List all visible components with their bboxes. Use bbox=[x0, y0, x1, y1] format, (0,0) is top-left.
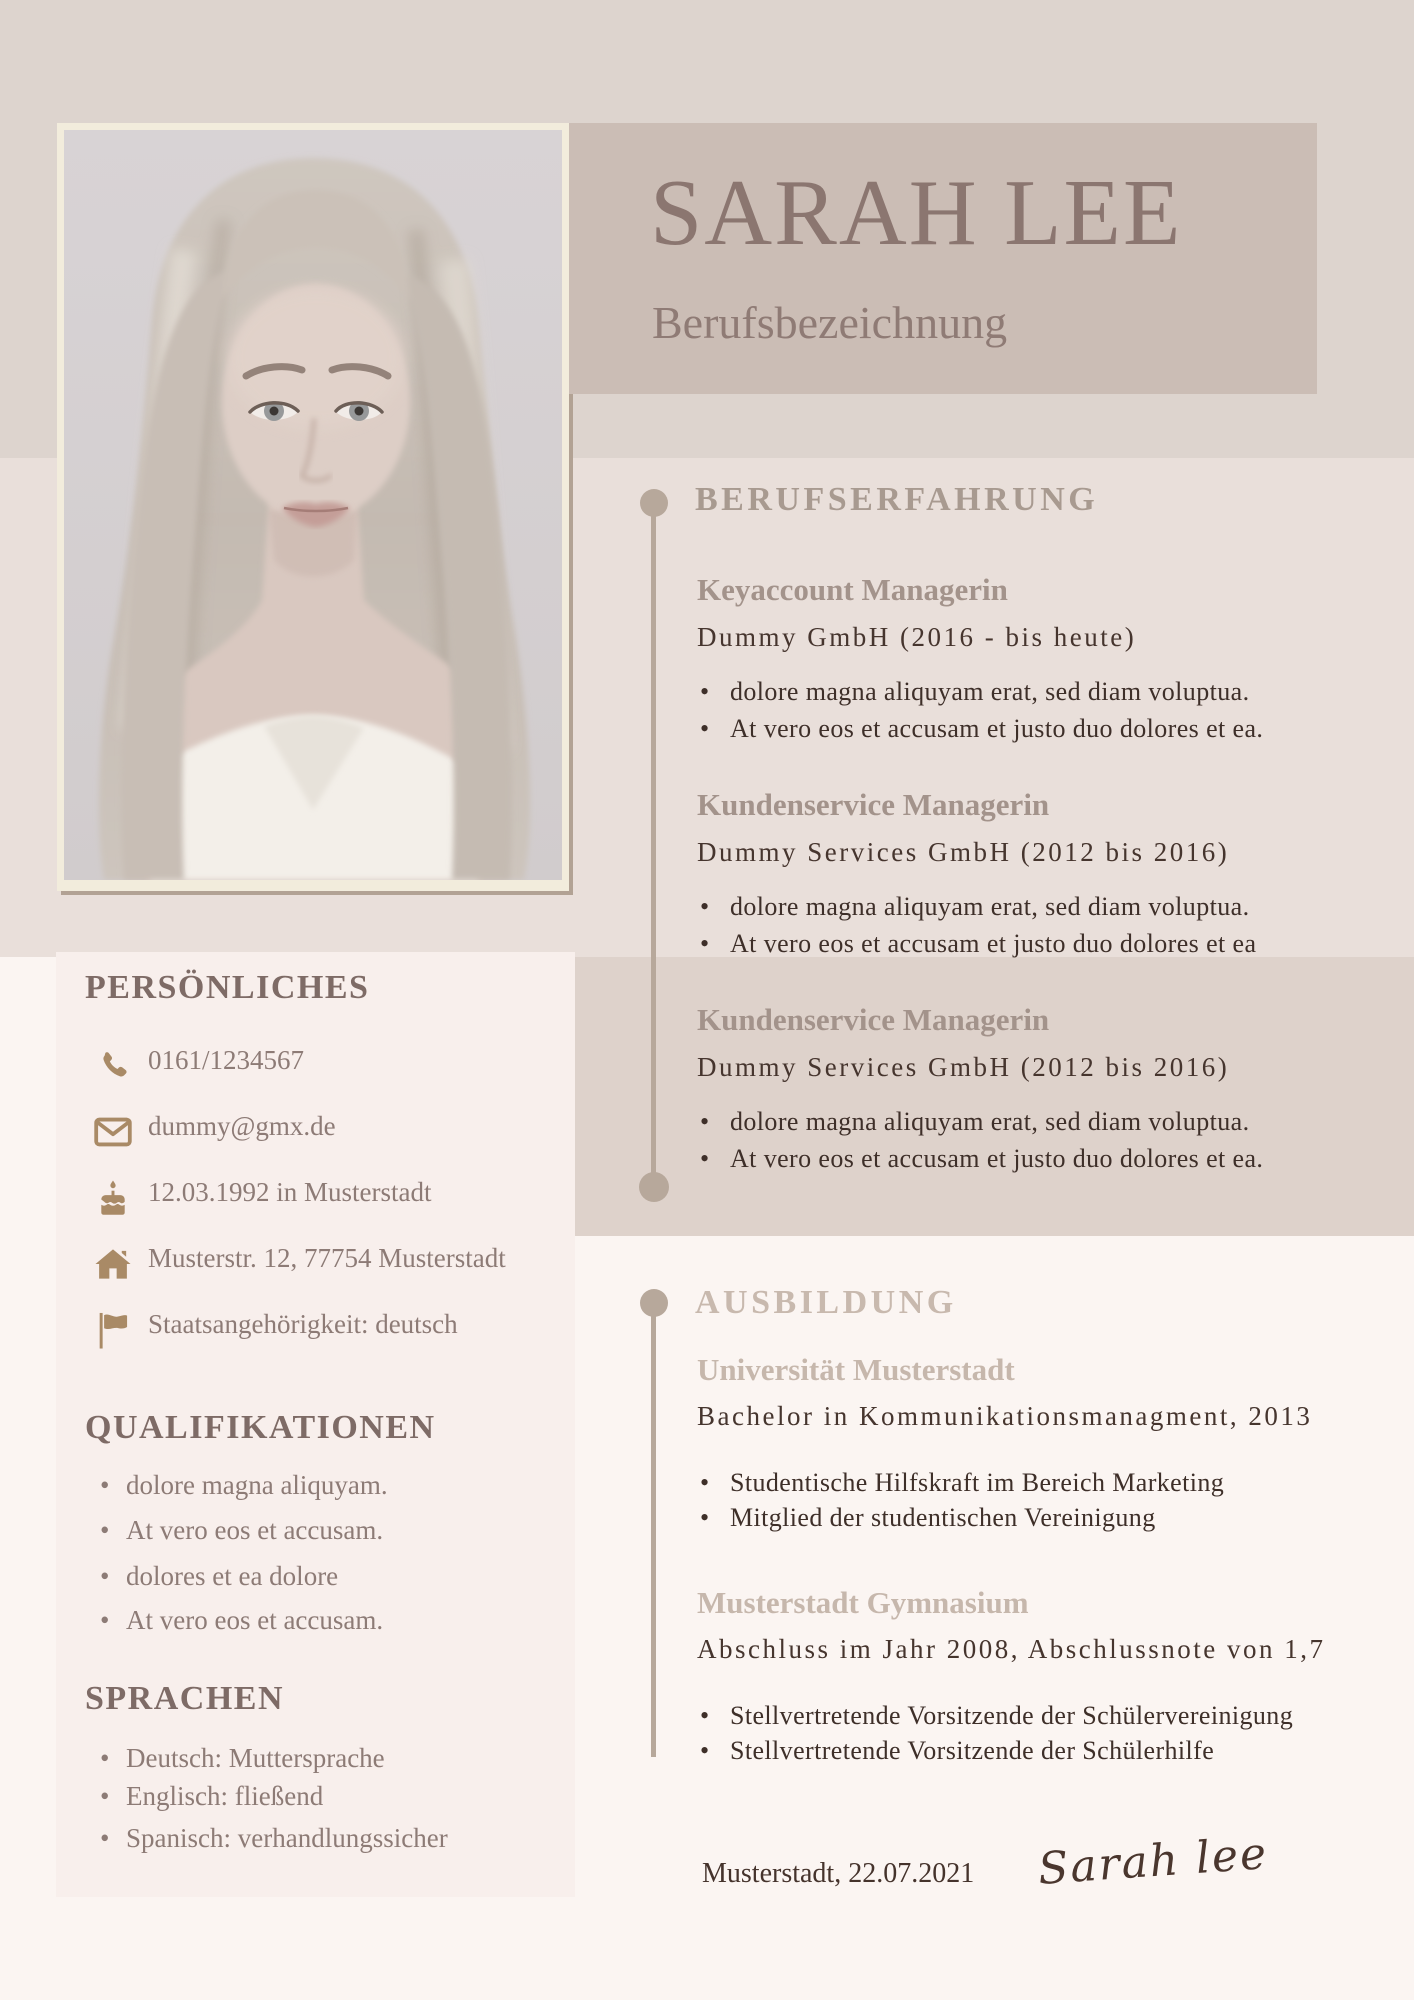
list-item bbox=[100, 1781, 560, 1812]
bullet-dot: • bbox=[700, 714, 710, 743]
contact-item-text: 12.03.1992 in Musterstadt bbox=[148, 1177, 432, 1207]
list-item-text: Deutsch: Muttersprache bbox=[126, 1743, 385, 1773]
experience-timeline-line bbox=[651, 503, 656, 1187]
job-bullet-text: At vero eos et accusam et justo duo dolores et ea. bbox=[730, 714, 1264, 743]
list-item bbox=[100, 1823, 560, 1854]
bullet-dot: • bbox=[700, 1503, 710, 1532]
list-item-text: At vero eos et accusam. bbox=[126, 1515, 384, 1545]
personal-section-heading: PERSÖNLICHES bbox=[85, 969, 370, 1006]
list-item-text: Spanisch: verhandlungssicher bbox=[126, 1823, 448, 1853]
contact-item bbox=[56, 1108, 575, 1156]
job-block bbox=[697, 1002, 1337, 1182]
school-degree: Bachelor in Kommunikationsmanagment, 2013 bbox=[697, 1401, 1313, 1431]
job-bullet-text: dolore magna aliquyam erat, sed diam voluptua. bbox=[730, 892, 1250, 921]
education-block bbox=[697, 1585, 1337, 1775]
bullet-dot: • bbox=[100, 1470, 110, 1500]
envelope-icon bbox=[92, 1108, 134, 1156]
list-item-text: dolores et ea dolore bbox=[126, 1561, 339, 1591]
school-title: Musterstadt Gymnasium bbox=[697, 1585, 1029, 1620]
job-bullet bbox=[700, 892, 1249, 922]
list-item-text: dolore magna aliquyam. bbox=[126, 1470, 388, 1500]
school-degree: Abschluss im Jahr 2008, Abschlussnote von 1,7 bbox=[697, 1634, 1326, 1664]
bullet-dot: • bbox=[700, 677, 710, 706]
school-bullet bbox=[700, 1468, 1224, 1498]
list-item bbox=[100, 1561, 560, 1592]
experience-timeline-end-dot bbox=[639, 1172, 669, 1202]
job-block bbox=[697, 572, 1337, 752]
qualifications-section-heading: QUALIFIKATIONEN bbox=[85, 1409, 436, 1446]
school-bullet-text: Mitglied der studentischen Vereinigung bbox=[730, 1503, 1156, 1532]
languages-section-heading: SPRACHEN bbox=[85, 1680, 285, 1717]
bullet-dot: • bbox=[100, 1823, 110, 1853]
contact-item bbox=[56, 1042, 575, 1090]
bullet-dot: • bbox=[100, 1781, 110, 1811]
list-item bbox=[100, 1743, 560, 1774]
school-bullet-text: Stellvertretende Vorsitzende der Schülerhilfe bbox=[730, 1736, 1215, 1765]
job-bullet bbox=[700, 677, 1249, 707]
list-item bbox=[100, 1605, 560, 1636]
bullet-dot: • bbox=[700, 1736, 710, 1765]
profile-photo bbox=[64, 130, 562, 880]
bullet-dot: • bbox=[100, 1743, 110, 1773]
bullet-dot: • bbox=[700, 1107, 710, 1136]
bullet-dot: • bbox=[100, 1605, 110, 1635]
list-item-text: Englisch: fließend bbox=[126, 1781, 324, 1811]
contact-item bbox=[56, 1306, 575, 1354]
school-bullet bbox=[700, 1736, 1214, 1766]
bullet-dot: • bbox=[700, 1701, 710, 1730]
job-bullet bbox=[700, 1107, 1249, 1137]
job-title: Keyaccount Managerin bbox=[697, 572, 1008, 607]
school-title: Universität Musterstadt bbox=[697, 1352, 1015, 1387]
flag-icon bbox=[92, 1306, 134, 1354]
list-item bbox=[100, 1515, 560, 1546]
bullet-dot: • bbox=[700, 892, 710, 921]
phone-icon bbox=[92, 1042, 134, 1090]
contact-item bbox=[56, 1174, 575, 1222]
job-block bbox=[697, 787, 1337, 967]
job-bullet bbox=[700, 929, 1256, 959]
job-title: Kundenservice Managerin bbox=[697, 1002, 1050, 1037]
education-section-title: AUSBILDUNG bbox=[695, 1284, 957, 1321]
job-bullet-text: dolore magna aliquyam erat, sed diam voluptua. bbox=[730, 677, 1250, 706]
education-block bbox=[697, 1352, 1337, 1542]
job-company-dates: Dummy Services GmbH (2012 bis 2016) bbox=[697, 1052, 1230, 1082]
education-timeline-line bbox=[651, 1303, 656, 1757]
header-banner bbox=[452, 123, 1317, 394]
job-bullet bbox=[700, 1144, 1263, 1174]
school-bullet-text: Studentische Hilfskraft im Bereich Marketing bbox=[730, 1468, 1225, 1497]
contact-item-text: Musterstr. 12, 77754 Musterstadt bbox=[148, 1243, 506, 1273]
place-and-date: Musterstadt, 22.07.2021 bbox=[702, 1858, 975, 1889]
school-bullet-text: Stellvertretende Vorsitzende der Schülervereinigung bbox=[730, 1701, 1294, 1730]
job-bullet bbox=[700, 714, 1263, 744]
bullet-dot: • bbox=[100, 1561, 110, 1591]
house-icon bbox=[92, 1240, 134, 1288]
contact-item bbox=[56, 1240, 575, 1288]
list-item bbox=[100, 1470, 560, 1501]
cake-icon bbox=[92, 1174, 134, 1222]
job-company-dates: Dummy GmbH (2016 - bis heute) bbox=[697, 622, 1137, 652]
contact-item-text: Staatsangehörigkeit: deutsch bbox=[148, 1309, 458, 1339]
photo-frame bbox=[57, 123, 569, 891]
school-bullet bbox=[700, 1701, 1293, 1731]
job-bullet-text: At vero eos et accusam et justo duo dolores et ea. bbox=[730, 1144, 1264, 1173]
signature: Sarah lee bbox=[1036, 1828, 1270, 1895]
job-bullet-text: At vero eos et accusam et justo duo dolores et ea bbox=[730, 929, 1257, 958]
list-item-text: At vero eos et accusam. bbox=[126, 1605, 384, 1635]
job-bullet-text: dolore magna aliquyam erat, sed diam voluptua. bbox=[730, 1107, 1250, 1136]
page-title: SARAH LEE bbox=[650, 161, 1183, 265]
job-company-dates: Dummy Services GmbH (2012 bis 2016) bbox=[697, 837, 1230, 867]
sidebar-panel bbox=[56, 952, 575, 1897]
experience-section-title: BERUFSERFAHRUNG bbox=[695, 481, 1099, 518]
bullet-dot: • bbox=[700, 1144, 710, 1173]
job-title: Kundenservice Managerin bbox=[697, 787, 1050, 822]
job-role-subtitle: Berufsbezeichnung bbox=[652, 297, 1008, 348]
bullet-dot: • bbox=[700, 1468, 710, 1497]
bullet-dot: • bbox=[100, 1515, 110, 1545]
school-bullet bbox=[700, 1503, 1156, 1533]
contact-item-text: 0161/1234567 bbox=[148, 1045, 305, 1075]
bullet-dot: • bbox=[700, 929, 710, 958]
contact-item-text: dummy@gmx.de bbox=[148, 1111, 336, 1141]
